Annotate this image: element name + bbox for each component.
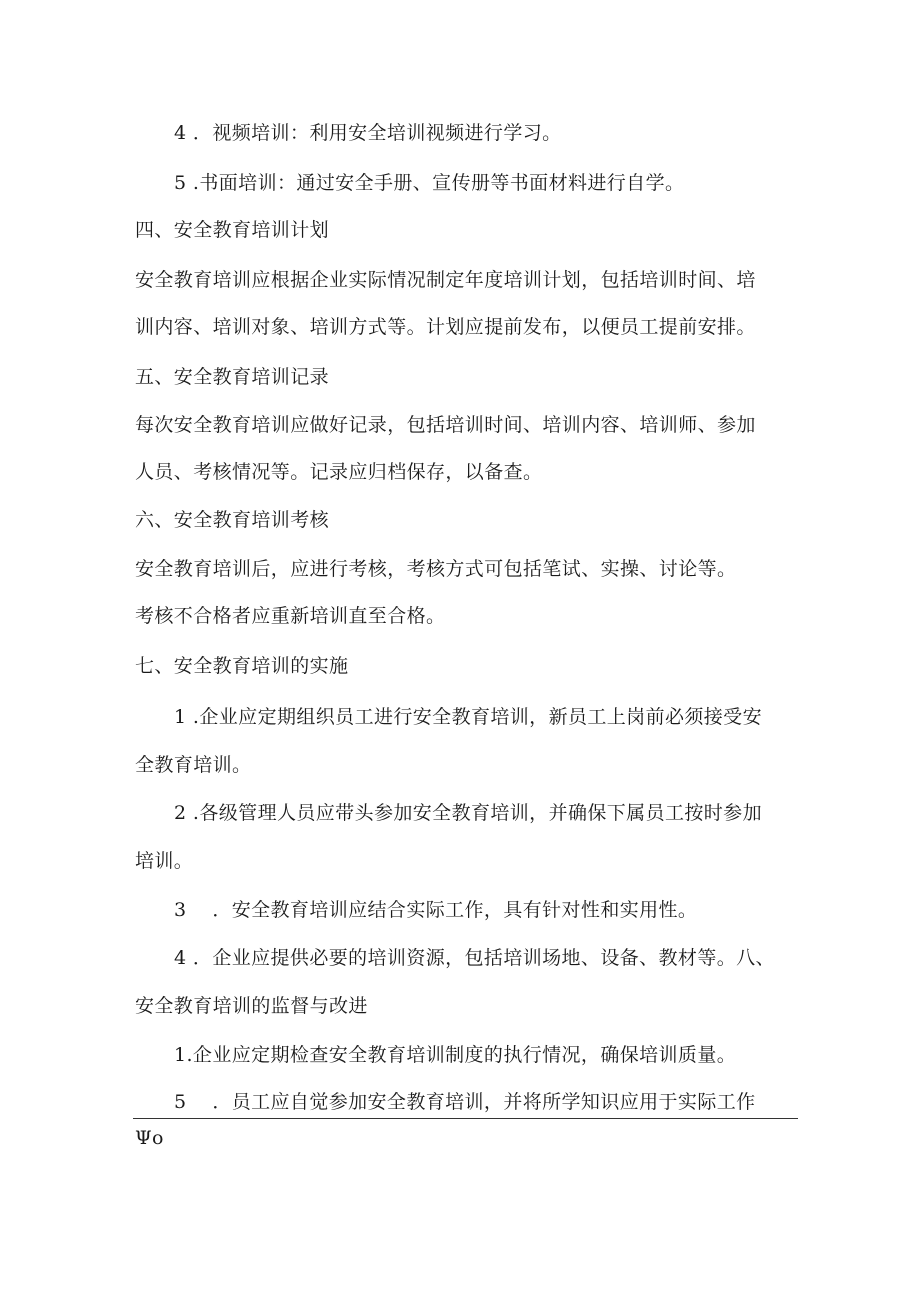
- list-item-continuation: 培训。: [135, 850, 194, 872]
- list-item-continuation: 安全教育培训的监督与改进: [135, 995, 368, 1017]
- list-item: 3 ．安全教育培训应结合实际工作，具有针对性和实用性。: [174, 899, 698, 921]
- trailing-text: Ψo: [135, 1127, 164, 1149]
- section-heading-implementation: 七、安全教育培训的实施: [135, 655, 349, 677]
- paragraph-line: 每次安全教育培训应做好记录，包括培训时间、培训内容、培训师、参加: [135, 414, 756, 436]
- divider-line: [133, 1118, 798, 1119]
- list-item: 5 ．员工应自觉参加安全教育培训，并将所学知识应用于实际工作: [174, 1091, 756, 1113]
- section-heading-assessment: 六、安全教育培训考核: [135, 509, 330, 531]
- section-heading-plan: 四、安全教育培训计划: [135, 219, 330, 241]
- list-item: 4 ．企业应提供必要的培训资源，包括培训场地、设备、教材等。八、: [174, 947, 775, 969]
- list-item: 2 .各级管理人员应带头参加安全教育培训，并确保下属员工按时参加: [174, 802, 762, 824]
- list-item: 1 .企业应定期组织员工进行安全教育培训，新员工上岗前必须接受安: [174, 706, 762, 728]
- paragraph-line: 考核不合格者应重新培训直至合格。: [135, 605, 446, 627]
- list-item: 1.企业应定期检查安全教育培训制度的执行情况，确保培训质量。: [174, 1044, 737, 1066]
- list-item-video-training: 4 ．视频培训：利用安全培训视频进行学习。: [174, 122, 562, 144]
- section-heading-record: 五、安全教育培训记录: [135, 366, 330, 388]
- paragraph-line: 安全教育培训后，应进行考核，考核方式可包括笔试、实操、讨论等。: [135, 558, 737, 580]
- paragraph-line: 安全教育培训应根据企业实际情况制定年度培训计划，包括培训时间、培: [135, 269, 756, 291]
- paragraph-line: 训内容、培训对象、培训方式等。计划应提前发布，以便员工提前安排。: [135, 316, 756, 338]
- paragraph-line: 人员、考核情况等。记录应归档保存，以备查。: [135, 461, 543, 483]
- list-item-continuation: 全教育培训。: [135, 754, 252, 776]
- list-item-written-training: 5 .书面培训：通过安全手册、宣传册等书面材料进行自学。: [174, 172, 685, 194]
